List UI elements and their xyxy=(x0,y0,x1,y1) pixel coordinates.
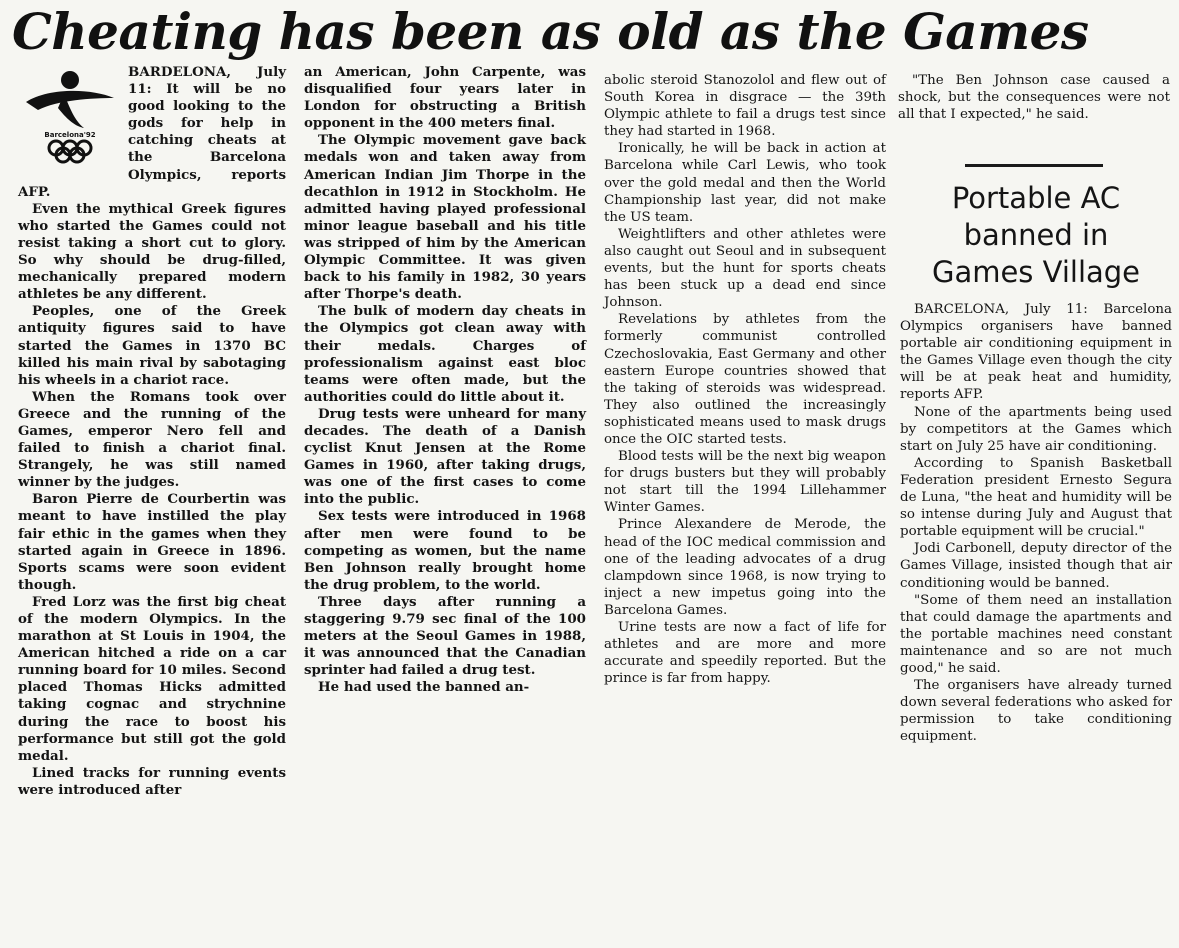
article-paragraph: None of the apartments being used by competitors at the Games which start on July 25 have air conditioning. xyxy=(900,404,1172,454)
article-paragraph: BARDELONA, July 11: It will be no good looking to the gods for help in catching cheats at the Barcelona Olympics, reports AFP. xyxy=(18,64,286,200)
article-paragraph: Weightlifters and other athletes were also caught out Seoul and in subsequent events, but the hunt for sports cheats has been stuck up a dead end since Johnson. xyxy=(604,226,886,311)
article-paragraph: He had used the banned an- xyxy=(318,679,530,696)
article-paragraph: Sex tests were introduced in 1968 after men were found to be competing as women, but the name Ben Johnson really brought home the drug problem, to the world. xyxy=(304,508,586,593)
article-column-1 xyxy=(18,64,286,799)
article-paragraph: "The Ben Johnson case caused a shock, but the consequences were not all that I expected," he said. xyxy=(898,73,1170,123)
article-paragraph: "Some of them need an installation that could damage the apartments and the portable machines need constant maintenance and so are not much good," he said. xyxy=(900,592,1172,676)
article-paragraph: When the Romans took over Greece and the running of the Games, emperor Nero fell and failed to finish a chariot final. Strangely, he was still named winner by the judges. xyxy=(18,388,286,491)
article-paragraph: Blood tests will be the next big weapon for drugs busters but they will probably not start till the 1994 Lillehammer Winter Games. xyxy=(604,449,886,516)
article-paragraph: an American, John Carpente, was disqualified four years later in London for obstructing a British opponent in the 400 meters final. xyxy=(304,64,586,132)
article-column-2 xyxy=(304,64,586,696)
article-column-3 xyxy=(604,72,886,687)
article-paragraph: Even the mythical Greek figures who started the Games could not resist taking a short cut to glory. So why should be drug-filled, mechanically prepared modern athletes be any different. xyxy=(18,200,286,303)
dateline: BARDELONA, July xyxy=(128,64,286,80)
article-paragraph: Baron Pierre de Courbertin was meant to have instilled the play fair ethic in the games when they started again in Greece in 1896. Sports scams were soon evident though. xyxy=(18,491,286,593)
article-paragraph: According to Spanish Basketball Federation president Ernesto Segura de Luna, "the heat and humidity will be so intense during July and August that portable equipment will be crucial." xyxy=(900,455,1172,540)
barcelona-92-logo xyxy=(18,64,122,168)
article-paragraph: Revelations by athletes from the formerly communist controlled Czechoslovakia, East Germany and other eastern Europe countries showed that the taking of steroids was widespread. They also outlined the increasingly sophisticated means used to mask drugs once the OIC started tests. xyxy=(604,312,886,447)
article-paragraph: Ironically, he will be back in action at Barcelona while Carl Lewis, who took over the gold medal and then the World Championship last year, did not make the US team. xyxy=(604,141,886,225)
sidebar-headline xyxy=(902,180,1170,291)
article-paragraph: The bulk of modern day cheats in the Olympics got clean away with their medals. Charges of professionalism against east bloc teams were often made, but the authorities could do little about it. xyxy=(304,303,586,405)
sidebar-headline-line: Games Village xyxy=(931,255,1141,289)
headline: Cheating has been as old as the Games xyxy=(12,2,1089,61)
article-paragraph: BARCELONA, July 11: Barcelona Olympics organisers have banned portable air conditioning equipment in the Games Village even though the city will be at peak heat and humidity, reports AFP. xyxy=(900,302,1172,403)
article-paragraph: Urine tests are now a fact of life for athletes and are more and more accurate and speedily reported. But the prince is far from happy. xyxy=(604,620,886,687)
sidebar-headline-line: banned in xyxy=(963,218,1109,252)
sidebar-article xyxy=(900,301,1172,745)
article-paragraph: Peoples, one of the Greek antiquity figures said to have started the Games in 1370 BC killed his main rival by sabotaging his wheels in a chariot race. xyxy=(18,303,286,388)
article-paragraph: Prince Alexandere de Merode, the head of the IOC medical commission and one of the leading advocates of a drug clampdown since 1968, is now trying to inject a new impetus going into the Barcelona Games. xyxy=(604,517,886,618)
article-paragraph: Fred Lorz was the first big cheat of the modern Olympics. In the marathon at St Louis in 1904, the American hitched a ride on a car running board for 10 miles. Second placed Thomas Hicks admitted taking cognac and strychnine during the race to boost his performance but still got the gold medal. xyxy=(18,593,286,764)
section-divider xyxy=(965,164,1103,167)
article-paragraph: abolic steroid Stanozolol and flew out of South Korea in disgrace — the 39th Olympic athlete to fail a drugs test since they had started in 1968. xyxy=(604,73,886,140)
olympic-logo-icon xyxy=(18,64,122,168)
article-paragraph: The Olympic movement gave back medals won and taken away from American Indian Jim Thorpe in the decathlon in 1912 in Stockholm. He admitted having played professional minor league baseball and his title was stripped of him by the American Olympic Committee. It was given back to his family in 1982, 30 years after Thorpe's death. xyxy=(304,132,586,303)
article-paragraph: Three days after running a staggering 9.79 sec final of the 100 meters at the Seoul Games in 1988, it was announced that the Canadian sprinter had failed a drug test. xyxy=(304,593,586,679)
logo-label: Barcelona'92 xyxy=(44,131,96,139)
article-paragraph: The organisers have already turned down several federations who asked for permission to take conditioning equipment. xyxy=(900,678,1172,745)
sidebar-headline-line: Portable AC xyxy=(951,181,1121,215)
article-paragraph: Lined tracks for running events were introduced after xyxy=(18,764,286,798)
article-column-4 xyxy=(898,72,1170,123)
article-paragraph: Jodi Carbonell, deputy director of the Games Village, insisted though that air conditioning would be banned. xyxy=(900,541,1172,591)
article-paragraph: Drug tests were unheard for many decades. The death of a Danish cyclist Knut Jensen at the Rome Games in 1960, after taking drugs, was one of the first cases to come into the public. xyxy=(304,405,586,508)
